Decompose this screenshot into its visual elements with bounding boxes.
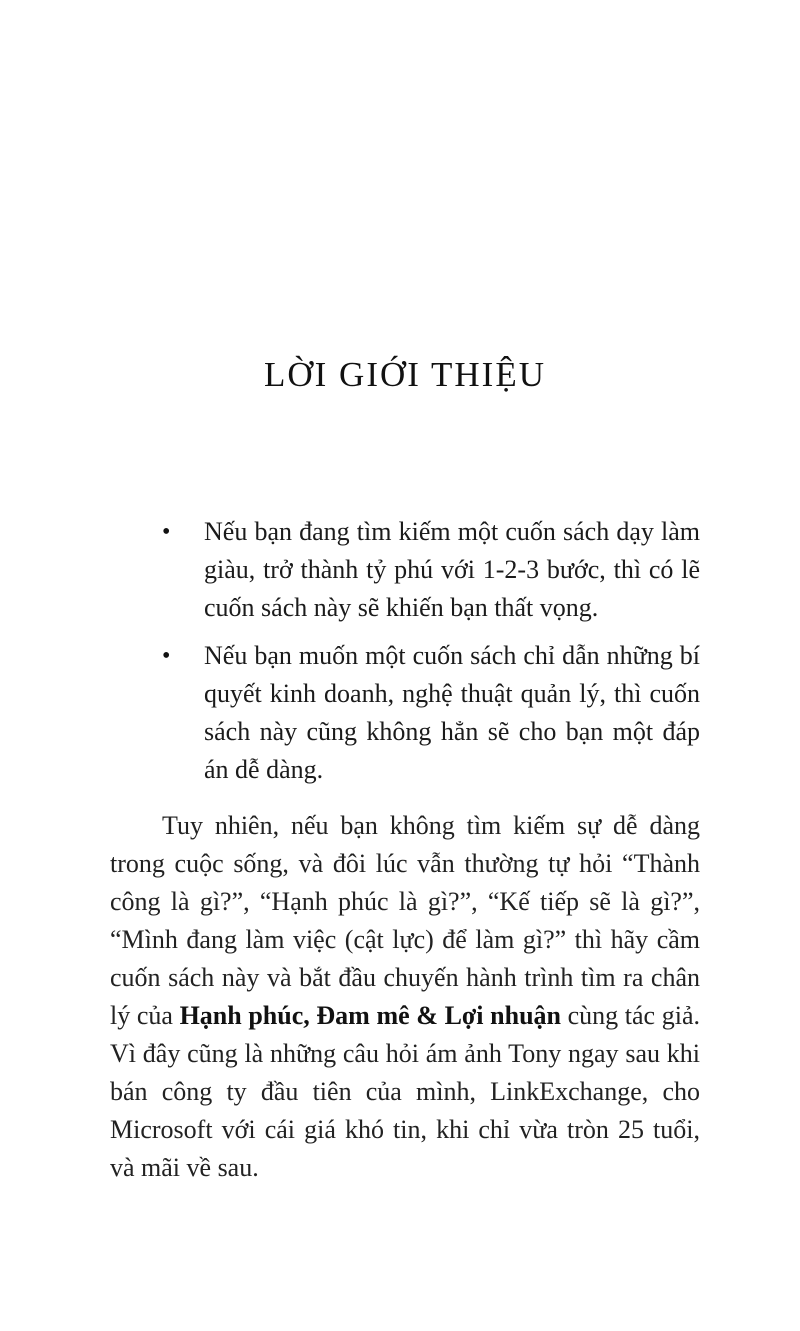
bullet-list (110, 513, 700, 789)
bullet-text: Nếu bạn muốn một cuốn sách chỉ dẫn những bí quyết kinh doanh, nghệ thuật quản lý, thì cuốn sách này cũng không hẳn sẽ cho bạn một đáp án dễ dàng. (204, 641, 700, 784)
list-item (110, 513, 700, 627)
bullet-text: Nếu bạn đang tìm kiếm một cuốn sách dạy làm giàu, trở thành tỷ phú với 1-2-3 bước, thì có lẽ cuốn sách này sẽ khiến bạn thất vọng. (204, 517, 700, 622)
list-item (110, 637, 700, 789)
intro-paragraph (110, 807, 700, 1187)
page-title: LỜI GIỚI THIỆU (263, 355, 546, 394)
paragraph-text-end: cùng tác giả. Vì đây cũng là những câu hỏi ám ảnh Tony ngay sau khi bán công ty đầu tiên của mình, LinkExchange, cho Microsoft với cái giá khó tin, khi chỉ vừa tròn 25 tuổi, và mãi về sau. (110, 1001, 700, 1182)
paragraph-text-start: Tuy nhiên, nếu bạn không tìm kiếm sự dễ dàng trong cuộc sống, và đôi lúc vẫn thường tự hỏi “Thành công là gì?”, “Hạnh phúc là gì?”, “Kế tiếp sẽ là gì?”, “Mình đang làm việc (cật lực) để làm gì?” thì hãy cầm cuốn sách này và bắt đầu chuyến hành trình tìm ra chân lý của (110, 811, 700, 1030)
bullet-icon: • (162, 643, 171, 669)
paragraph-bold-phrase: Hạnh phúc, Đam mê & Lợi nhuận (179, 1001, 561, 1030)
bullet-icon: • (162, 519, 171, 545)
